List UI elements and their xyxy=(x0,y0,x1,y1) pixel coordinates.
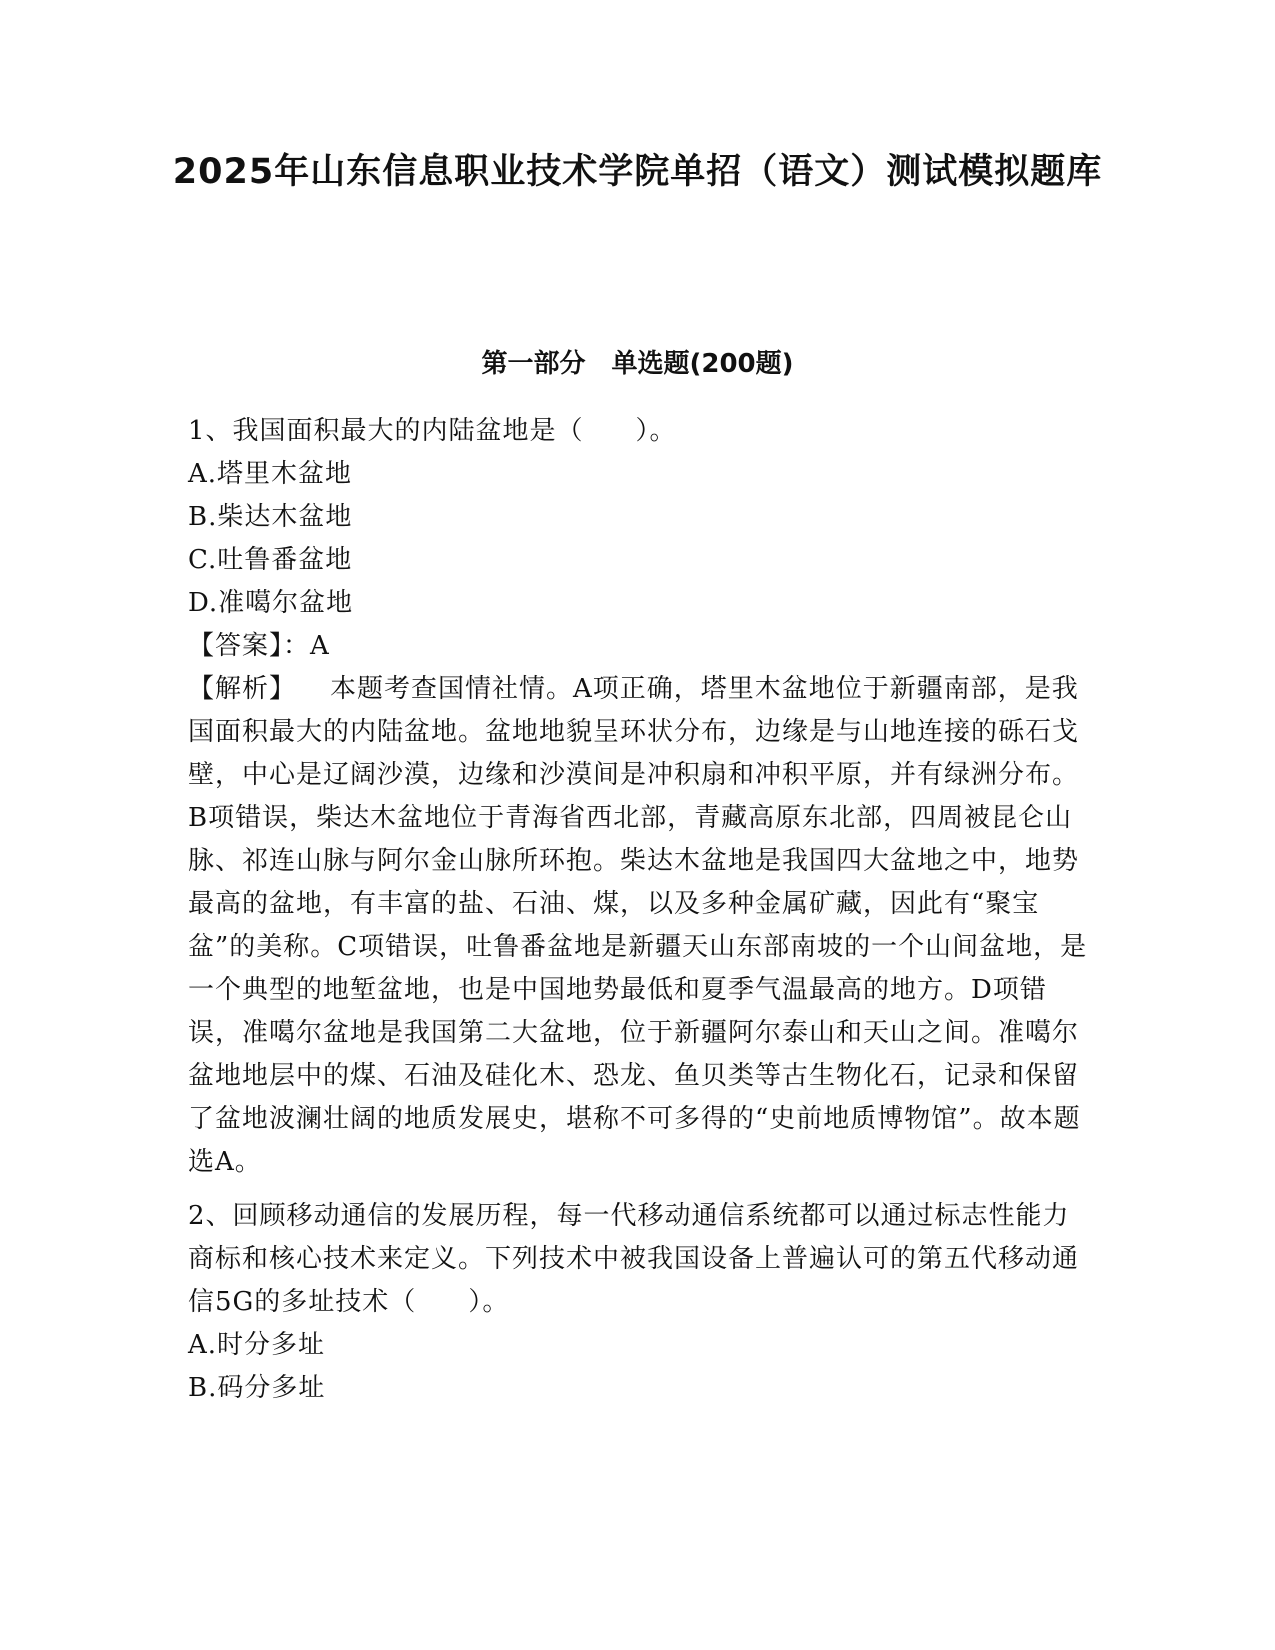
option-a: A.塔里木盆地 xyxy=(188,459,353,489)
document-title: 2025年山东信息职业技术学院单招（语文）测试模拟题库 xyxy=(172,152,1103,192)
question-stem xyxy=(188,1195,1088,1324)
analysis-text: 本题考查国情社情。A项正确，塔里木盆地位于新疆南部，是我国面积最大的内陆盆地。盆地地貌呈环状分布，边缘是与山地连接的砾石戈壁，中心是辽阔沙漠，边缘和沙漠间是冲积扇和冲积平原，并有绿洲分布。B项错误，柴达木盆地位于青海省西北部，青藏高原东北部，四周被昆仑山脉、祁连山脉与阿尔金山脉所环抱。柴达木盆地是我国四大盆地之中，地势最高的盆地，有丰富的盐、石油、煤，以及多种金属矿藏，因此有“聚宝盆”的美称。C项错误，吐鲁番盆地是新疆天山东部南坡的一个山间盆地，是一个典型的地堑盆地，也是中国地势最低和夏季气温最高的地方。D项错误，准噶尔盆地是我国第二大盆地，位于新疆阿尔泰山和天山之间。准噶尔盆地地层中的煤、石油及硅化木、恐龙、鱼贝类等古生物化石，记录和保留了盆地波澜壮阔的地质发展史，堪称不可多得的“史前地质博物馆”。故本题选A。 xyxy=(188,674,1088,1177)
question-1 xyxy=(188,410,1088,1184)
analysis-label: 【解析】 xyxy=(188,674,297,704)
question-list xyxy=(188,410,1088,1410)
answer-line xyxy=(188,625,1088,668)
question-stem-text: 2、回顾移动通信的发展历程，每一代移动通信系统都可以通过标志性能力商标和核心技术来定义。下列技术中被我国设备上普遍认可的第五代移动通信5G的多址技术（ xyxy=(188,1201,1080,1317)
option-b: B.柴达木盆地 xyxy=(188,502,353,532)
question-stem-text: 1、我国面积最大的内陆盆地是（ xyxy=(188,416,584,446)
option-b: B.码分多址 xyxy=(188,1373,326,1403)
analysis xyxy=(188,668,1088,1184)
answer-label: 【答案】： xyxy=(188,631,311,661)
option-d: D.准噶尔盆地 xyxy=(188,588,354,618)
option-c: C.吐鲁番盆地 xyxy=(188,545,353,575)
question-stem-end: ）。 xyxy=(468,1287,510,1317)
question-stem-end: ）。 xyxy=(635,416,677,446)
section-heading: 第一部分 单选题(200题) xyxy=(481,349,794,379)
question-2 xyxy=(188,1195,1088,1410)
answer-value: A xyxy=(310,631,330,661)
question-stem xyxy=(188,410,1088,453)
option-a: A.时分多址 xyxy=(188,1330,326,1360)
